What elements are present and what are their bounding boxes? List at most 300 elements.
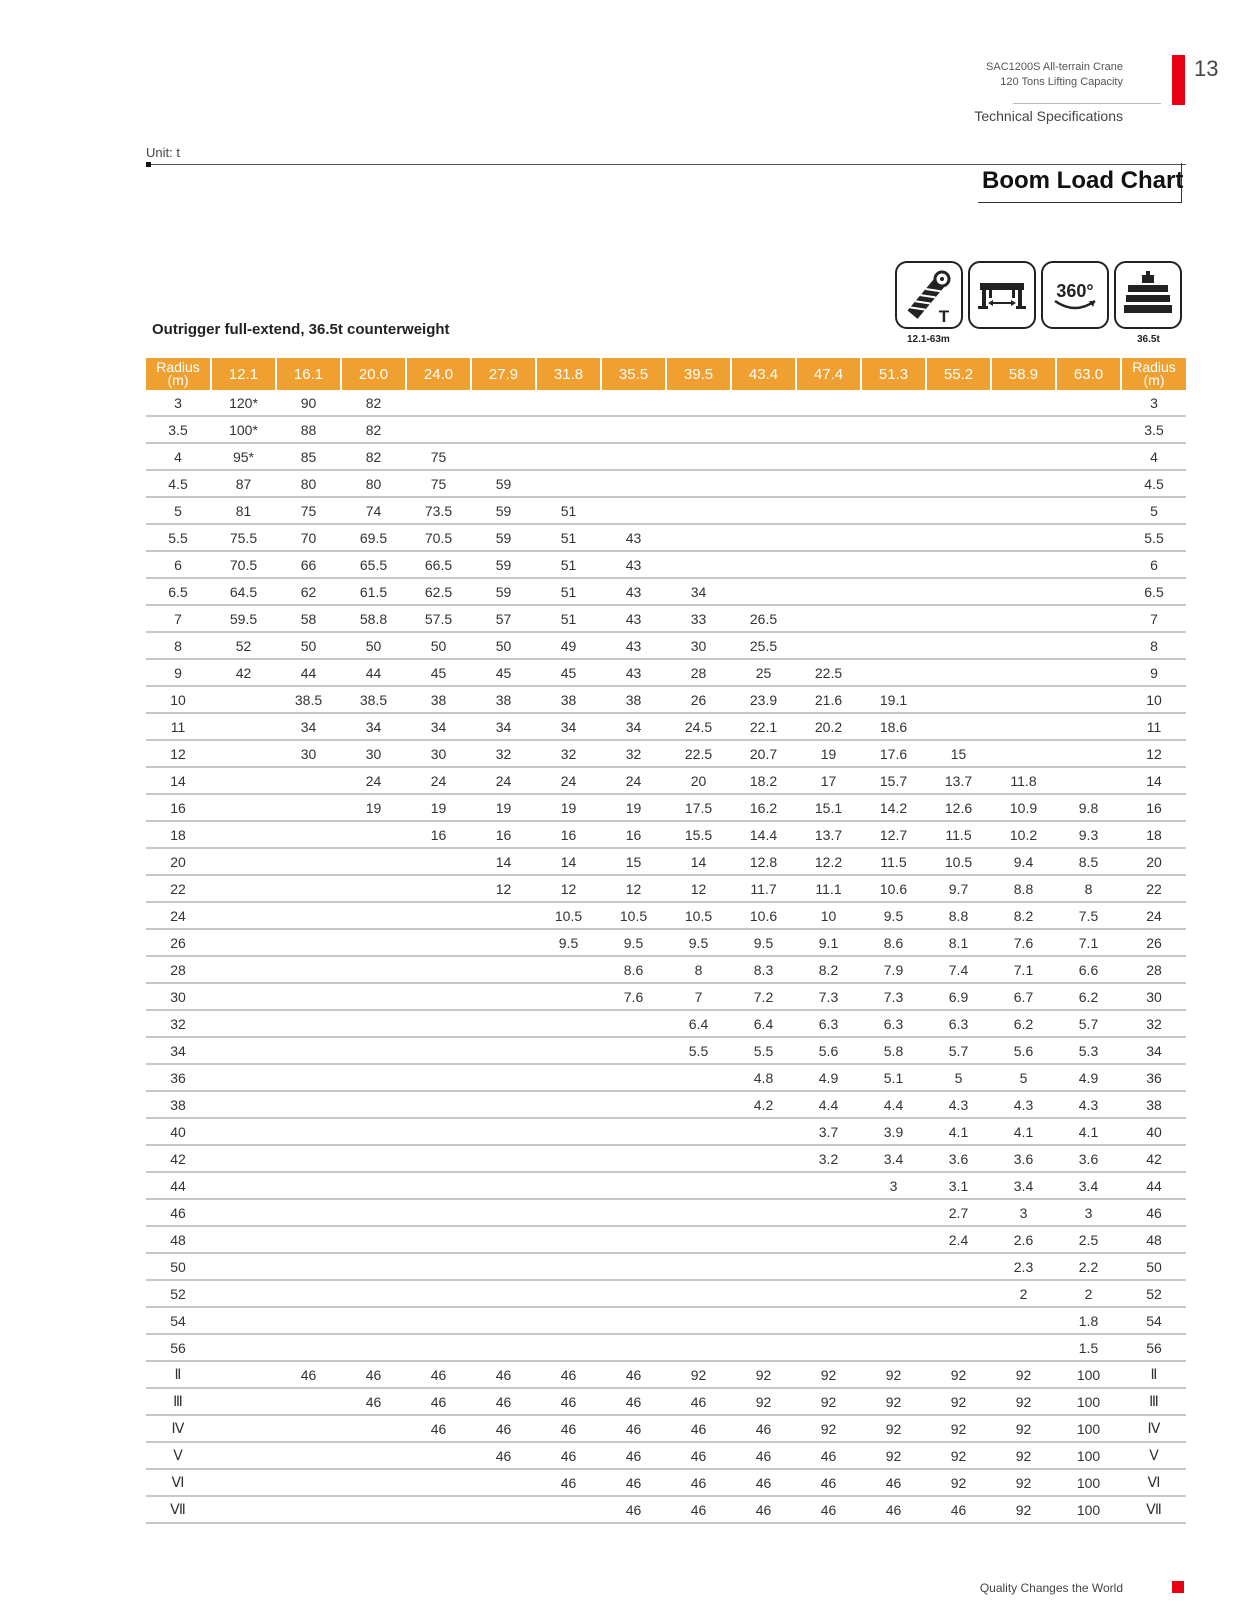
capacity-cell [211, 767, 276, 794]
capacity-cell [796, 470, 861, 497]
capacity-cell: 3 [991, 1199, 1056, 1226]
capacity-cell: 80 [341, 470, 406, 497]
chart-subtitle: Outrigger full-extend, 36.5t counterweight [152, 321, 450, 338]
capacity-cell [1056, 740, 1121, 767]
capacity-cell [861, 497, 926, 524]
capacity-cell [406, 1226, 471, 1253]
capacity-cell: 44 [276, 659, 341, 686]
capacity-cell [601, 1172, 666, 1199]
capacity-cell: 15.5 [666, 821, 731, 848]
capacity-cell [211, 1469, 276, 1496]
capacity-cell [276, 1145, 341, 1172]
capacity-cell: 100 [1056, 1496, 1121, 1523]
radius-cell: 54 [146, 1307, 211, 1334]
capacity-cell: 65.5 [341, 551, 406, 578]
radius-cell-right: 46 [1121, 1199, 1186, 1226]
table-row [146, 1091, 1186, 1118]
capacity-cell: 7.1 [991, 956, 1056, 983]
table-row [146, 1118, 1186, 1145]
table-row [146, 416, 1186, 443]
capacity-cell [211, 875, 276, 902]
capacity-cell [536, 1199, 601, 1226]
capacity-cell: 7.5 [1056, 902, 1121, 929]
capacity-cell: 92 [926, 1361, 991, 1388]
radius-header-unit: (m) [167, 372, 189, 388]
capacity-cell [666, 1172, 731, 1199]
capacity-cell: 5.6 [796, 1037, 861, 1064]
capacity-cell: 5.6 [991, 1037, 1056, 1064]
radius-cell-right: 12 [1121, 740, 1186, 767]
capacity-cell: 24 [471, 767, 536, 794]
capacity-cell [536, 1172, 601, 1199]
capacity-cell: 25 [731, 659, 796, 686]
table-row [146, 713, 1186, 740]
boom-length-caption: 12.1-63m [907, 334, 950, 345]
capacity-cell [211, 740, 276, 767]
capacity-cell [926, 1280, 991, 1307]
capacity-cell [601, 1334, 666, 1361]
capacity-cell [861, 1199, 926, 1226]
capacity-cell [341, 1415, 406, 1442]
capacity-cell [211, 1118, 276, 1145]
capacity-cell: 24 [341, 767, 406, 794]
capacity-cell [211, 1307, 276, 1334]
capacity-cell: 6.3 [926, 1010, 991, 1037]
capacity-cell [406, 1199, 471, 1226]
capacity-cell: 4.2 [731, 1091, 796, 1118]
capacity-cell [731, 1307, 796, 1334]
capacity-cell: 46 [666, 1496, 731, 1523]
capacity-cell [276, 1037, 341, 1064]
capacity-cell: 57 [471, 605, 536, 632]
capacity-cell [1056, 632, 1121, 659]
capacity-cell [991, 1334, 1056, 1361]
capacity-cell [211, 1361, 276, 1388]
capacity-cell: 46 [536, 1469, 601, 1496]
capacity-cell [926, 443, 991, 470]
capacity-cell: 46 [666, 1388, 731, 1415]
capacity-cell: 12 [471, 875, 536, 902]
radius-cell: 24 [146, 902, 211, 929]
capacity-cell [926, 632, 991, 659]
capacity-cell [471, 1037, 536, 1064]
svg-text:360°: 360° [1056, 281, 1094, 301]
capacity-cell [796, 1253, 861, 1280]
radius-cell: 46 [146, 1199, 211, 1226]
radius-cell-right: Ⅳ [1121, 1415, 1186, 1442]
table-row [146, 1496, 1186, 1523]
capacity-cell: 92 [666, 1361, 731, 1388]
capacity-cell [991, 686, 1056, 713]
radius-cell: 50 [146, 1253, 211, 1280]
capacity-cell [211, 848, 276, 875]
capacity-cell: 3.7 [796, 1118, 861, 1145]
capacity-cell [276, 1469, 341, 1496]
capacity-cell: 22.1 [731, 713, 796, 740]
capacity-cell: 59 [471, 497, 536, 524]
capacity-cell [666, 1226, 731, 1253]
capacity-cell: 70 [276, 524, 341, 551]
radius-cell-right: 44 [1121, 1172, 1186, 1199]
radius-cell: 5.5 [146, 524, 211, 551]
capacity-cell: 92 [991, 1442, 1056, 1469]
capacity-cell [861, 443, 926, 470]
capacity-cell: 50 [471, 632, 536, 659]
capacity-cell [211, 1010, 276, 1037]
capacity-cell [406, 902, 471, 929]
capacity-cell [731, 470, 796, 497]
capacity-cell: 17.5 [666, 794, 731, 821]
capacity-cell: 8 [1056, 875, 1121, 902]
capacity-cell: 19 [471, 794, 536, 821]
capacity-cell: 12 [601, 875, 666, 902]
capacity-cell: 10.5 [536, 902, 601, 929]
boom-length-header: 27.9 [471, 358, 536, 390]
capacity-cell [601, 1253, 666, 1280]
capacity-cell: 18.6 [861, 713, 926, 740]
capacity-cell [471, 1010, 536, 1037]
capacity-cell [601, 497, 666, 524]
capacity-cell: 8.6 [861, 929, 926, 956]
table-row [146, 875, 1186, 902]
capacity-cell: 32 [601, 740, 666, 767]
capacity-cell: 9.5 [731, 929, 796, 956]
capacity-cell [731, 551, 796, 578]
capacity-cell [991, 605, 1056, 632]
capacity-cell [536, 1010, 601, 1037]
capacity-cell [341, 1280, 406, 1307]
capacity-cell: 2 [1056, 1280, 1121, 1307]
capacity-cell: 92 [991, 1415, 1056, 1442]
table-row [146, 929, 1186, 956]
capacity-cell: 15.7 [861, 767, 926, 794]
capacity-cell: 44 [341, 659, 406, 686]
table-row [146, 1280, 1186, 1307]
capacity-cell [406, 1010, 471, 1037]
table-row [146, 1334, 1186, 1361]
capacity-cell [276, 794, 341, 821]
capacity-cell [601, 1199, 666, 1226]
capacity-cell: 92 [796, 1415, 861, 1442]
capacity-cell [341, 1010, 406, 1037]
capacity-cell [211, 929, 276, 956]
capacity-cell: 28 [666, 659, 731, 686]
capacity-cell [926, 1307, 991, 1334]
capacity-cell: 10.5 [601, 902, 666, 929]
radius-cell-right: 4 [1121, 443, 1186, 470]
capacity-cell [536, 1334, 601, 1361]
capacity-cell: 9.7 [926, 875, 991, 902]
capacity-cell [796, 416, 861, 443]
capacity-cell [341, 1253, 406, 1280]
capacity-cell [211, 713, 276, 740]
capacity-cell [341, 956, 406, 983]
capacity-cell [926, 578, 991, 605]
capacity-cell [991, 713, 1056, 740]
capacity-cell [991, 443, 1056, 470]
capacity-cell: 46 [276, 1361, 341, 1388]
capacity-cell [211, 1145, 276, 1172]
capacity-cell [536, 1253, 601, 1280]
rotation-360-icon [1041, 261, 1109, 329]
radius-cell-right: 22 [1121, 875, 1186, 902]
capacity-cell [471, 1496, 536, 1523]
radius-cell-right: 11 [1121, 713, 1186, 740]
capacity-cell [276, 1118, 341, 1145]
capacity-cell: 46 [601, 1442, 666, 1469]
capacity-cell [341, 983, 406, 1010]
capacity-cell [471, 956, 536, 983]
capacity-cell [796, 605, 861, 632]
capacity-cell [796, 390, 861, 416]
capacity-cell [666, 470, 731, 497]
capacity-cell [471, 1280, 536, 1307]
capacity-cell: 92 [796, 1388, 861, 1415]
capacity-cell [731, 1199, 796, 1226]
radius-cell: 10 [146, 686, 211, 713]
capacity-cell: 46 [731, 1469, 796, 1496]
boom-length-header: 20.0 [341, 358, 406, 390]
capacity-cell: 6.7 [991, 983, 1056, 1010]
capacity-cell: 15 [926, 740, 991, 767]
capacity-cell [341, 1442, 406, 1469]
table-row [146, 794, 1186, 821]
radius-cell: Ⅴ [146, 1442, 211, 1469]
radius-cell: 11 [146, 713, 211, 740]
capacity-cell: 9.8 [1056, 794, 1121, 821]
radius-cell: Ⅶ [146, 1496, 211, 1523]
radius-cell-right: 42 [1121, 1145, 1186, 1172]
capacity-cell [406, 1469, 471, 1496]
capacity-cell [861, 659, 926, 686]
radius-cell: 40 [146, 1118, 211, 1145]
capacity-cell: 88 [276, 416, 341, 443]
capacity-cell: 14.4 [731, 821, 796, 848]
table-row [146, 1145, 1186, 1172]
capacity-cell [1056, 605, 1121, 632]
boom-length-header: 39.5 [666, 358, 731, 390]
capacity-cell: 92 [731, 1388, 796, 1415]
capacity-cell [276, 1172, 341, 1199]
capacity-cell [406, 1496, 471, 1523]
capacity-cell [471, 1469, 536, 1496]
capacity-cell [211, 1496, 276, 1523]
capacity-cell: 120* [211, 390, 276, 416]
table-row [146, 524, 1186, 551]
radius-cell-right: 36 [1121, 1064, 1186, 1091]
radius-cell: 3.5 [146, 416, 211, 443]
capacity-cell: 10 [796, 902, 861, 929]
capacity-cell: 38.5 [276, 686, 341, 713]
capacity-cell: 43 [601, 524, 666, 551]
capacity-cell: 32 [471, 740, 536, 767]
capacity-cell: 57.5 [406, 605, 471, 632]
capacity-cell: 4.1 [1056, 1118, 1121, 1145]
capacity-cell: 2.6 [991, 1226, 1056, 1253]
capacity-cell [796, 1307, 861, 1334]
radius-cell: Ⅳ [146, 1415, 211, 1442]
capacity-cell [276, 1064, 341, 1091]
capacity-cell: 9.5 [861, 902, 926, 929]
capacity-cell: 19 [601, 794, 666, 821]
capacity-cell: 100 [1056, 1415, 1121, 1442]
radius-cell: 16 [146, 794, 211, 821]
capacity-cell [926, 470, 991, 497]
radius-cell-right: Ⅶ [1121, 1496, 1186, 1523]
capacity-cell: 14 [536, 848, 601, 875]
capacity-cell [861, 605, 926, 632]
capacity-cell: 92 [926, 1415, 991, 1442]
capacity-cell: 7.1 [1056, 929, 1121, 956]
capacity-cell: 46 [406, 1388, 471, 1415]
radius-header-unit: (m) [1143, 372, 1165, 388]
radius-cell: 42 [146, 1145, 211, 1172]
capacity-cell [341, 848, 406, 875]
capacity-cell: 92 [991, 1496, 1056, 1523]
capacity-cell: 14 [666, 848, 731, 875]
capacity-cell: 9.4 [991, 848, 1056, 875]
capacity-cell [926, 713, 991, 740]
capacity-cell: 4.9 [796, 1064, 861, 1091]
capacity-cell: 12.8 [731, 848, 796, 875]
capacity-cell: 16 [471, 821, 536, 848]
radius-cell-right: 54 [1121, 1307, 1186, 1334]
capacity-cell: 20 [666, 767, 731, 794]
capacity-cell: 18.2 [731, 767, 796, 794]
capacity-cell: 38.5 [341, 686, 406, 713]
capacity-cell [341, 821, 406, 848]
capacity-cell [731, 1118, 796, 1145]
capacity-cell [1056, 578, 1121, 605]
capacity-cell [1056, 686, 1121, 713]
capacity-cell: 42 [211, 659, 276, 686]
capacity-cell [276, 767, 341, 794]
capacity-cell [991, 1307, 1056, 1334]
capacity-cell: 85 [276, 443, 341, 470]
capacity-cell [861, 1334, 926, 1361]
capacity-cell: 10.6 [861, 875, 926, 902]
capacity-cell: 15 [601, 848, 666, 875]
capacity-cell [926, 416, 991, 443]
radius-cell: 22 [146, 875, 211, 902]
capacity-cell [211, 1442, 276, 1469]
capacity-cell [276, 1442, 341, 1469]
capacity-cell [731, 1145, 796, 1172]
table-row [146, 1172, 1186, 1199]
capacity-cell: 46 [536, 1442, 601, 1469]
capacity-cell [341, 1307, 406, 1334]
boom-length-header: 43.4 [731, 358, 796, 390]
capacity-cell: 24 [406, 767, 471, 794]
capacity-cell [601, 390, 666, 416]
radius-cell: 7 [146, 605, 211, 632]
capacity-cell: 82 [341, 443, 406, 470]
telescopic-boom-icon [895, 261, 963, 329]
capacity-cell: 46 [796, 1442, 861, 1469]
capacity-cell: 16 [601, 821, 666, 848]
capacity-cell: 11.8 [991, 767, 1056, 794]
radius-cell: 6.5 [146, 578, 211, 605]
capacity-cell: 46 [731, 1496, 796, 1523]
radius-cell: 26 [146, 929, 211, 956]
capacity-cell: 3.4 [1056, 1172, 1121, 1199]
capacity-cell [276, 821, 341, 848]
capacity-cell: 5.5 [666, 1037, 731, 1064]
capacity-cell: 5.7 [1056, 1010, 1121, 1037]
capacity-cell [861, 416, 926, 443]
capacity-cell [276, 1091, 341, 1118]
capacity-cell [666, 390, 731, 416]
svg-text:T: T [938, 307, 950, 325]
capacity-cell [471, 1253, 536, 1280]
capacity-cell [211, 1253, 276, 1280]
capacity-cell: 24 [536, 767, 601, 794]
capacity-cell [861, 1280, 926, 1307]
capacity-cell [406, 848, 471, 875]
capacity-cell [471, 1064, 536, 1091]
capacity-cell: 1.5 [1056, 1334, 1121, 1361]
radius-cell-right: 50 [1121, 1253, 1186, 1280]
capacity-cell [796, 497, 861, 524]
capacity-cell: 16 [406, 821, 471, 848]
capacity-cell: 12.6 [926, 794, 991, 821]
capacity-cell [471, 1199, 536, 1226]
table-row [146, 1307, 1186, 1334]
capacity-cell: 92 [926, 1469, 991, 1496]
capacity-cell: 7 [666, 983, 731, 1010]
capacity-cell [1056, 470, 1121, 497]
capacity-cell [601, 1145, 666, 1172]
capacity-cell [1056, 416, 1121, 443]
radius-cell: 44 [146, 1172, 211, 1199]
capacity-cell [536, 1037, 601, 1064]
capacity-cell: 51 [536, 497, 601, 524]
header-divider [1013, 103, 1161, 104]
capacity-cell [1056, 443, 1121, 470]
capacity-cell [276, 875, 341, 902]
radius-header [146, 358, 211, 390]
capacity-cell [276, 902, 341, 929]
capacity-cell [211, 1199, 276, 1226]
capacity-cell [276, 929, 341, 956]
capacity-cell: 4.4 [796, 1091, 861, 1118]
capacity-cell [341, 1064, 406, 1091]
capacity-cell: 34 [666, 578, 731, 605]
capacity-cell: 61.5 [341, 578, 406, 605]
capacity-cell: 34 [341, 713, 406, 740]
capacity-cell [796, 578, 861, 605]
capacity-cell: 100 [1056, 1469, 1121, 1496]
capacity-cell [666, 1118, 731, 1145]
capacity-cell: 12.2 [796, 848, 861, 875]
capacity-cell: 51 [536, 524, 601, 551]
capacity-cell [601, 1280, 666, 1307]
capacity-cell: 5.8 [861, 1037, 926, 1064]
radius-cell: 5 [146, 497, 211, 524]
capacity-cell [536, 1145, 601, 1172]
capacity-cell: 2.2 [1056, 1253, 1121, 1280]
radius-cell-right: 18 [1121, 821, 1186, 848]
radius-cell-right: 3 [1121, 390, 1186, 416]
radius-cell-right: 7 [1121, 605, 1186, 632]
capacity-cell: 19.1 [861, 686, 926, 713]
capacity-cell [861, 390, 926, 416]
capacity-cell: 92 [861, 1442, 926, 1469]
capacity-cell: 2.5 [1056, 1226, 1121, 1253]
capacity-cell: 19 [796, 740, 861, 767]
radius-header-label: Radius [1132, 359, 1176, 375]
table-row [146, 659, 1186, 686]
